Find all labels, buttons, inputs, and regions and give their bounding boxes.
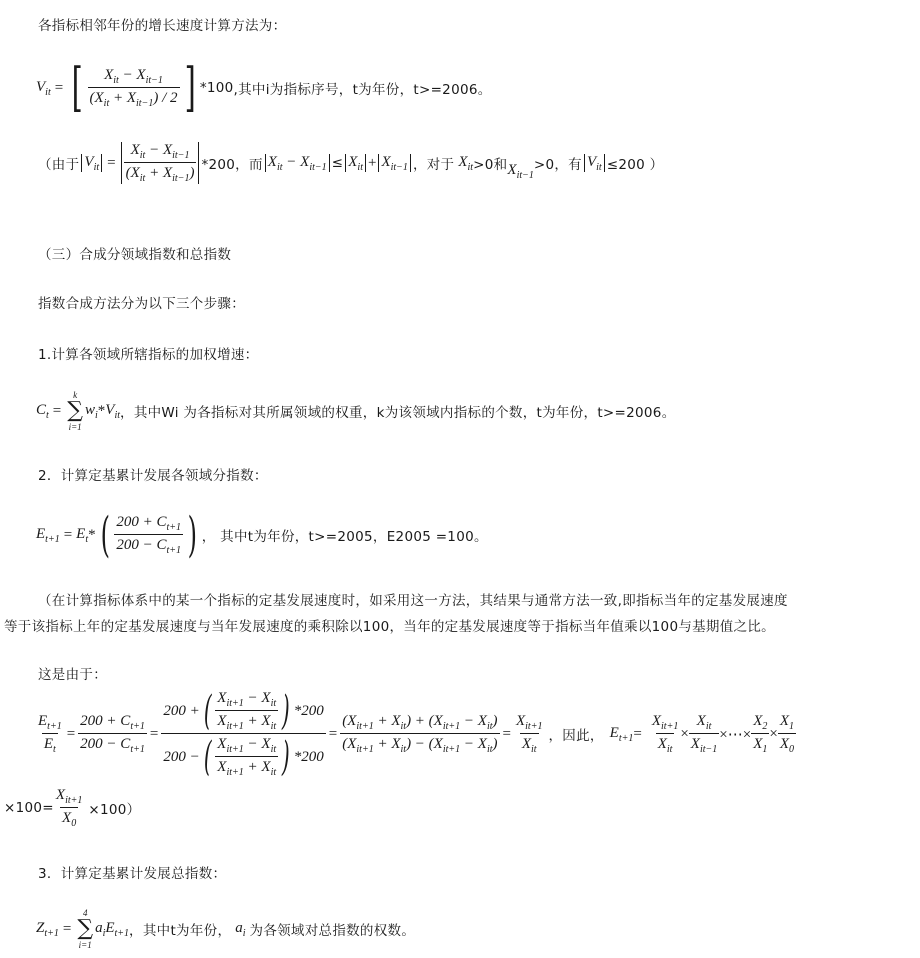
paragraph-line-2: 等于该指标上年的定基发展速度与当年发展速度的乘积除以100，当年的定基发展速度等于指标当年值乘以100与基期值之比。 [4, 619, 775, 635]
equation-note: ，其中Wi 为各指标对其所属领域的权重，k为该领域内指标的个数，t为年份，t>=2006。 [120, 405, 676, 421]
equation-total-index: $Z_{t+1}$ = 4 ∑ i=1 $a_iE_{t+1}$ ，其中t为年份， $a_i$ 为各领域对总指数的权数。 [36, 908, 416, 950]
derivation-continuation: ×100= $\frac{X_{it+1}}{X_0}$ ×100） [4, 787, 141, 829]
therefore-text: ，因此， [548, 728, 604, 744]
step-1: 1.计算各领域所辖指标的加权增速： [38, 347, 259, 363]
summation-symbol: k ∑ i=1 [67, 390, 83, 432]
equation-domain-index: $E_{t+1}$ = $E_t$ * ( $\frac{200 + C_{t+1}}{200 - C_{t+1}}$ ) ， 其中t为年份，t>=2005，E2005 =100。 [36, 507, 488, 563]
equation-growth-rate: $V_{it}$ = [ $\frac{X_{it} - X_{it-1}}{(X_{it} + X_{it-1}) / 2}$ ] *100 ,其中i为指标序号，t为年份，t>=2006。 [36, 58, 492, 118]
remark-open: （由于 [38, 157, 80, 173]
reason-intro: 这是由于： [38, 667, 107, 683]
equation-note: ， 其中t为年份，t>=2005，E2005 =100。 [201, 529, 488, 545]
index-fraction: $\frac{200 + C_{t+1}}{200 - C_{t+1}}$ [116, 514, 182, 556]
equation-weighted-growth: $C_t$ = k ∑ i=1 $w_i$ * $V_{it}$ ，其中Wi 为各指标对其所属领域的权重，k为该领域内指标的个数，t为年份，t>=2006。 [36, 390, 676, 432]
v-it-symbol: $V_{it}$ [36, 78, 51, 98]
summation-symbol: 4 ∑ i=1 [77, 908, 94, 950]
step-3: 3．计算定基累计发展总指数： [38, 866, 227, 882]
factor-100: *100 [199, 80, 234, 96]
equation-derivation: $\frac{E_{t+1}}{E_t}$ = $\frac{200 + C_{t+1}}{200 - C_{t+1}}$ = 200 + ( $\frac{X_{it+1} - X_{it}}{X_{it+1} + X_{it}}$ ) *200 200 − ( $\frac{X_{it+1} - X_{it}}{X_{it+1} + X_{it}}$ ) *200 = $\frac{(X_{it+1} + X_{it}) + (X_{it+1} - X_{it})}{(X_{it+1} + X_{it}) - (X_{it+1} - X_{it})}$ = $\frac{X_{it+1}}{X_{it}}$ ，因此， $E_{t+1}$ = $\frac{X_{it+1}}{X_{it}}$ × $\frac{X_{it}}{X_{it-1}}$ ×⋯× $\frac{X_2}{X_1}$ × $\frac{X_1}{X_0}$ [38, 688, 795, 780]
remark-tail-1: ，对于 [412, 157, 455, 173]
equation-note: ,其中i为指标序号，t为年份，t>=2006。 [233, 82, 492, 98]
intro-line: 各指标相邻年份的增长速度计算方法为： [38, 18, 287, 34]
paragraph-line-1: （在计算指标体系中的某一个指标的定基发展速度时，如采用这一方法，其结果与通常方法一致,即指标当年的定基发展速度 [38, 593, 788, 609]
left-bracket: [ [71, 58, 83, 118]
growth-fraction: $\frac{X_{it} - X_{it-1}}{(X_{it} + X_{it-1}) / 2}$ [89, 67, 178, 109]
step-2: 2．计算定基累计发展各领域分指数： [38, 468, 268, 484]
equation-bound-remark: （由于 $V_{it}$ = $\frac{X_{it} - X_{it-1}}{(X_{it} + X_{it-1})}$ *200，而 $X_{it} - X_{it-1}$ ≤ $X_{it}$ + $X_{it-1}$ ，对于 $X_{it}$ >0和 $X_{it-1}$ >0，有 $V_{it}$ ≤200 ） [38, 142, 664, 184]
steps-intro: 指数合成方法分为以下三个步骤： [38, 296, 245, 312]
bound-fraction: $\frac{X_{it} - X_{it-1}}{(X_{it} + X_{it-1})}$ [125, 142, 195, 184]
nested-fraction: 200 + ( $\frac{X_{it+1} - X_{it}}{X_{it+1} + X_{it}}$ ) *200 200 − ( $\frac{X_{it+1} - X_{it}}{X_{it+1} + X_{it}}$ ) *200 [163, 688, 324, 780]
right-bracket: ] [184, 58, 196, 118]
remark-mid: *200，而 [201, 157, 263, 173]
section-heading: （三）合成分领域指数和总指数 [38, 247, 232, 263]
